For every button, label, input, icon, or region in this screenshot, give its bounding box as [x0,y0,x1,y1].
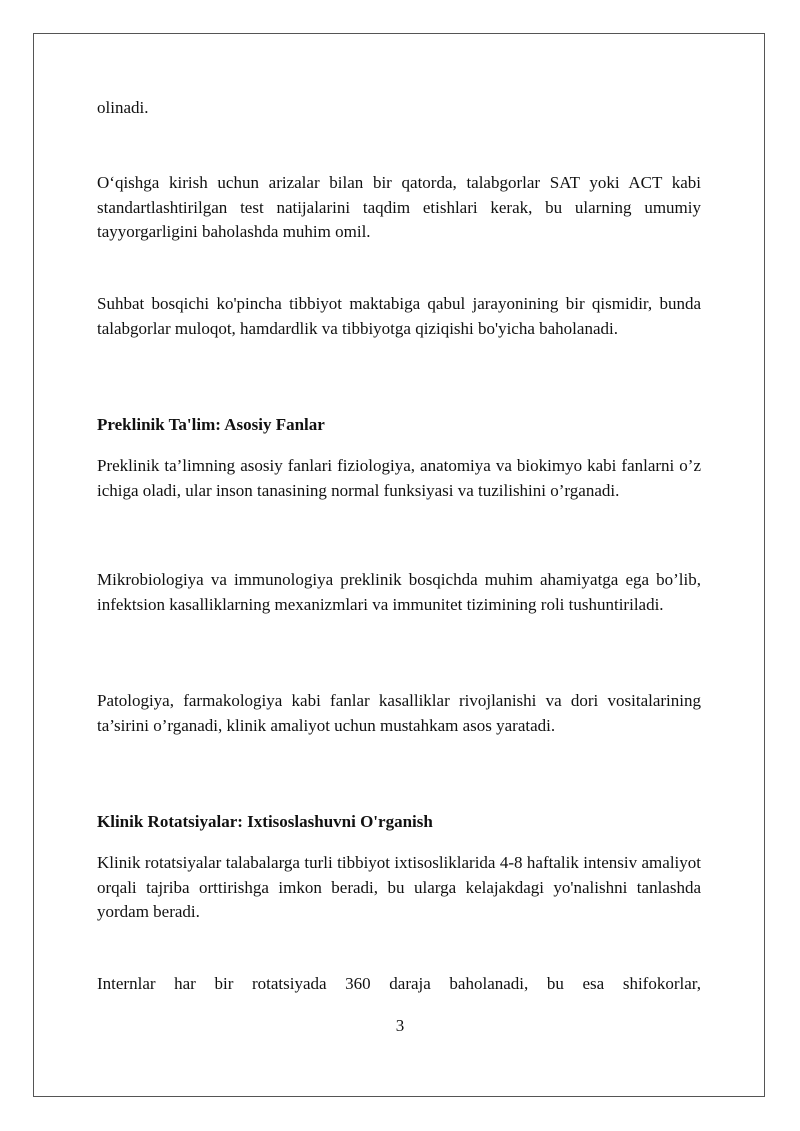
paragraph-olinadi: olinadi. [97,98,149,117]
paragraph-basic-sciences: Preklinik ta’limning asosiy fanlari fiziologiya, anatomiya va biokimyo kabi fanlarni o’z ichiga oladi, ular inson tanasining normal funksiyasi va tuzilishini o’rganadi. [97,456,701,500]
paragraph-pathology: Patologiya, farmakologiya kabi fanlar kasalliklar rivojlanishi va dori vositalarining ta’sirini o’rganadi, klinik amaliyot uchun mustahkam asos yaratadi. [97,691,701,735]
heading-preclinical-education: Preklinik Ta'lim: Asosiy Fanlar [97,415,325,434]
page-number: 3 [395,1016,405,1035]
paragraph-clinical-rotations: Klinik rotatsiyalar talabalarga turli tibbiyot ixtisosliklarida 4-8 haftalik intensiv amaliyot orqali tajriba orttirishga imkon beradi, bu ularga kelajakdagi yo'nalishni tanlashda yordam beradi. [97,853,701,921]
paragraph-interview-stage: Suhbat bosqichi ko'pincha tibbiyot maktabiga qabul jarayonining bir qismidir, bunda talabgorlar muloqot, hamdardlik va tibbiyotga qiziqishi bo'yicha baholanadi. [97,294,701,338]
heading-clinical-rotations: Klinik Rotatsiyalar: Ixtisoslashuvni O'rganish [97,812,433,831]
paragraph-interns-evaluation: Internlar har bir rotatsiyada 360 daraja baholanadi, bu esa shifokorlar, [97,974,701,993]
paragraph-microbiology: Mikrobiologiya va immunologiya preklinik bosqichda muhim ahamiyatga ega bo’lib, infektsion kasalliklarning mexanizmlari va immunitet tizimining roli tushuntiriladi. [97,570,701,614]
paragraph-admission-tests: O‘qishga kirish uchun arizalar bilan bir qatorda, talabgorlar SAT yoki ACT kabi standartlashtirilgan test natijalarini taqdim etishlari kerak, bu ularning umumiy tayyorgarligini baholashda muhim omil. [97,173,701,241]
